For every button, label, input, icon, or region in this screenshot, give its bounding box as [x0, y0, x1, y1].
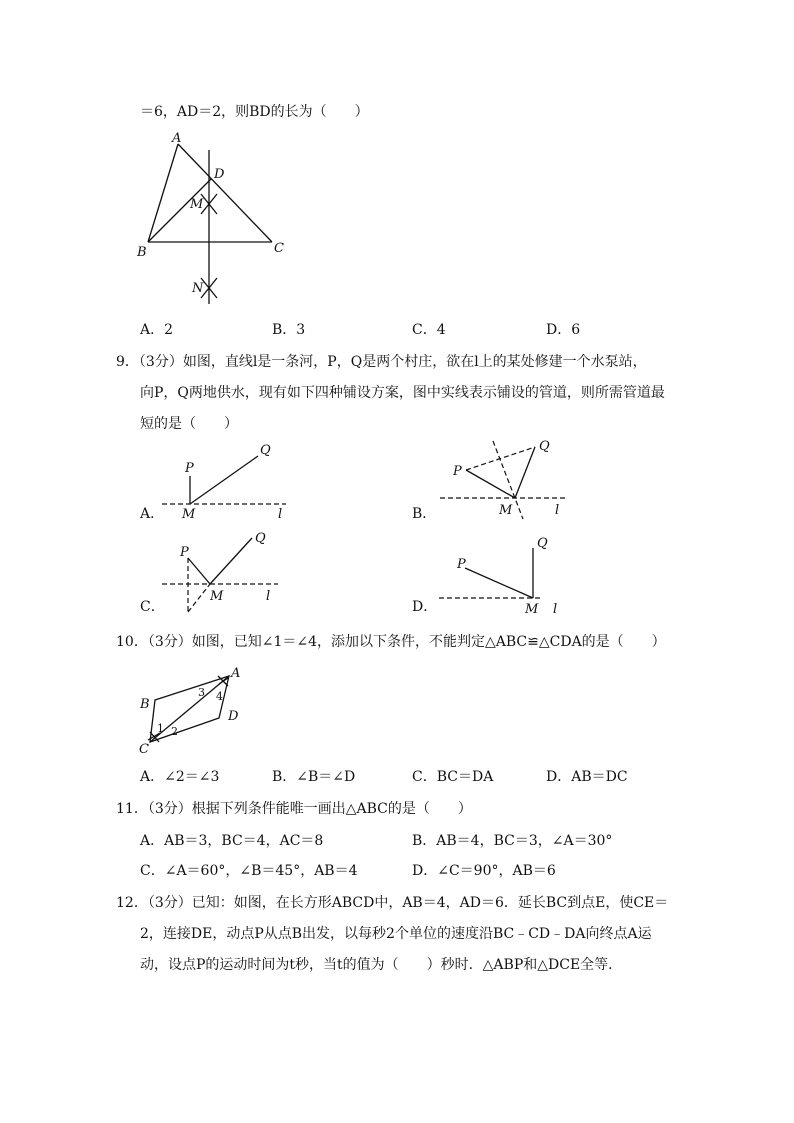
q9-option-d-letter: D． [412, 599, 438, 615]
q10-option-a: A．∠2＝∠3 [140, 769, 220, 785]
q10-angle-4-label: 4 [216, 690, 223, 703]
q11-option-a: A．AB＝3，BC＝4，AC＝8 [140, 833, 324, 849]
q10-angle-2-label: 2 [171, 725, 178, 738]
q9b-pipe-mq [515, 447, 535, 498]
q9b-label-m: M [499, 503, 513, 518]
q9-stem-line-2: 向P，Q两地供水，现有如下四种铺设方案，图中实线表示铺设的管道，则所需管道最 [140, 385, 665, 401]
q10-option-d: D．AB＝DC [546, 769, 628, 785]
q9d-label-m: M [525, 602, 539, 617]
q8-option-d: D．6 [546, 322, 581, 338]
q8-side-ac [178, 144, 272, 242]
q9-figure-a [160, 440, 300, 522]
q10-angle-1-label: 1 [157, 722, 164, 735]
q9c-label-m: M [210, 589, 224, 604]
q8-label-d: D [214, 167, 225, 182]
q9a-label-m: M [182, 507, 196, 522]
q10-option-c: C．BC＝DA [412, 769, 494, 785]
q9a-pipe-mq [190, 456, 258, 504]
q9-option-b-letter: B． [412, 506, 437, 522]
q8-option-c: C．4 [412, 322, 446, 338]
q12-stem-line-3: 动，设点P的运动时间为t秒，当t的值为（ ）秒时．△ABP和△DCE全等． [140, 957, 623, 973]
q9c-reflected-q-segment [188, 584, 210, 612]
q8-option-b: B．3 [272, 322, 306, 338]
q11-option-c: C．∠A＝60°，∠B＝45°，AB＝4 [140, 863, 358, 879]
q12-stem-line-2: 2，连接DE，动点P从点B出发，以每秒2个单位的速度沿BC﹣CD﹣DA向终点A运 [140, 926, 652, 942]
q8-label-c: C [274, 241, 284, 256]
q10-label-c: C [139, 742, 149, 757]
q8-label-n: N [192, 281, 204, 296]
q9b-label-p: P [453, 464, 462, 479]
q9b-label-l: l [555, 503, 560, 518]
q11-option-b: B．AB＝4，BC＝3，∠A＝30° [412, 833, 613, 849]
q9-option-a-letter: A． [140, 506, 165, 522]
q8-label-a: A [172, 131, 182, 146]
q10-option-b: B．∠B＝∠D [272, 769, 356, 785]
q8-figure [130, 128, 300, 313]
q9-stem-line-3: 短的是（ ） [140, 416, 238, 432]
q12-stem-line-1: 12．（3分）已知：如图，在长方形ABCD中，AB＝4，AD＝6．延长BC到点E，使CE＝ [116, 895, 669, 911]
q10-label-d: D [228, 709, 239, 724]
q9-figure-d [435, 530, 575, 620]
q9b-label-q: Q [539, 439, 550, 454]
q9-figure-c [160, 528, 290, 618]
q9-option-c-letter: C． [140, 599, 165, 615]
q9-stem-line-1: 9．（3分）如图，直线l是一条河，P，Q是两个村庄，欲在l上的某处修建一个水泵站， [116, 354, 647, 370]
q9a-label-q: Q [260, 443, 271, 458]
q10-figure [135, 662, 255, 757]
q8-option-a: A．2 [140, 322, 174, 338]
q9d-label-l: l [553, 602, 558, 617]
q10-stem: 10．（3分）如图，已知∠1＝∠4，添加以下条件，不能判定△ABC≌△CDA的是（ ） [116, 634, 666, 650]
q8-label-b: B [137, 245, 147, 260]
q9d-pipe-pm [465, 568, 533, 598]
q10-label-a: A [231, 666, 241, 681]
q9c-label-q: Q [255, 531, 266, 546]
q9a-label-p: P [185, 461, 194, 476]
q9d-label-p: P [457, 557, 466, 572]
q9c-pipe-mq [210, 538, 252, 584]
q9b-pipe-pm [466, 470, 515, 498]
q11-option-d: D．∠C＝90°，AB＝6 [412, 863, 556, 879]
q9c-label-l: l [266, 589, 271, 604]
q9a-label-l: l [278, 507, 283, 522]
q8-label-m: M [190, 197, 204, 212]
q9c-label-p: P [180, 545, 189, 560]
q11-stem: 11．（3分）根据下列条件能唯一画出△ABC的是（ ） [116, 801, 472, 817]
q8-stem-tail: ＝6，AD＝2，则BD的长为（ ） [140, 104, 369, 120]
q9-figure-b [435, 435, 575, 525]
q10-angle-3-label: 3 [198, 686, 205, 699]
q9d-label-q: Q [537, 536, 548, 551]
q9b-pq-dashed [466, 447, 535, 470]
q10-label-b: B [140, 697, 150, 712]
q9c-pipe-pm [188, 558, 210, 584]
